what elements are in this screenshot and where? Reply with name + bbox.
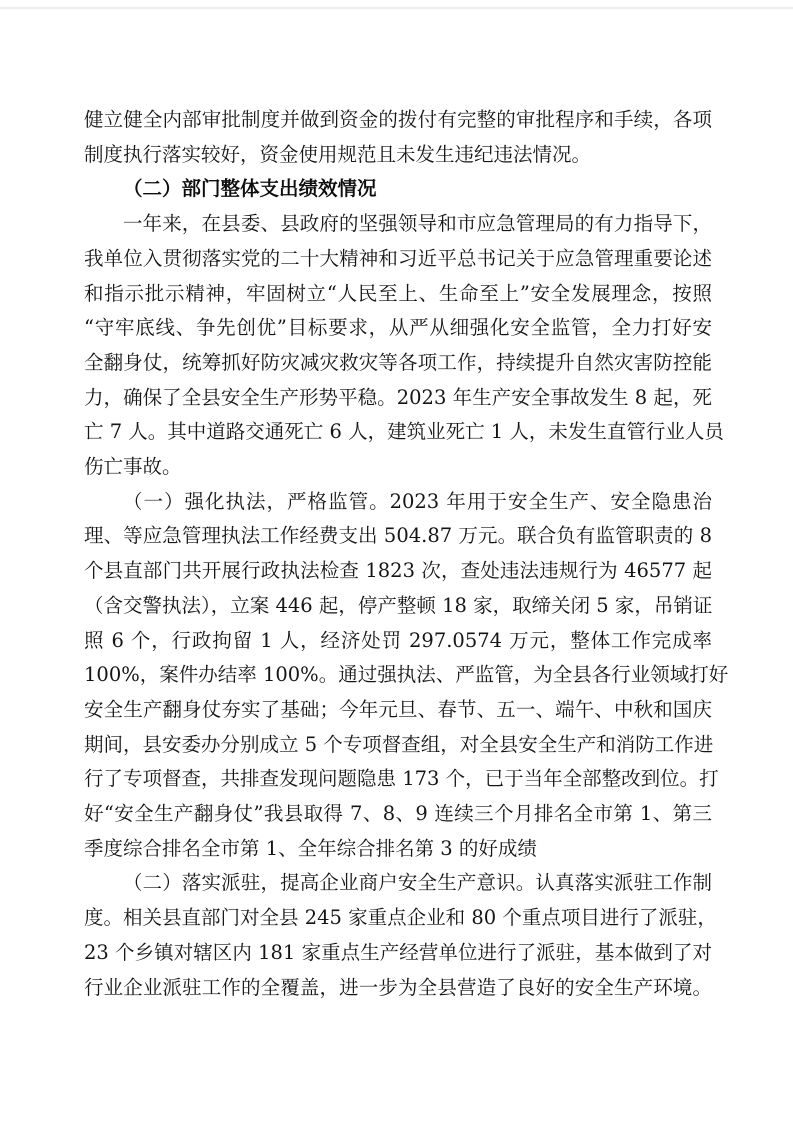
paragraph-dispatch-work	[84, 866, 717, 1005]
page-top-shadow	[0, 7, 793, 9]
paragraph-internal-controls	[84, 103, 712, 172]
text-line: 100%，案件办结率 100%。通过强执法、严监管，为全县各行业领域打好	[84, 663, 729, 687]
text-line: 行了专项督查，共排查发现问题隐患 173 个，已于当年全部整改到位。打	[84, 767, 719, 791]
text-line: 安全生产翻身仗夯实了基础；今年元旦、春节、五一、端午、中秋和国庆	[84, 697, 712, 721]
text-line: “守牢底线、争先创优”目标要求，从严从细强化安全监管，全力打好安	[84, 316, 712, 340]
text-line: 照 6 个，行政拘留 1 人，经济处罚 297.0574 万元，整体工作完成率	[84, 628, 712, 652]
text-line: 度。相关县直部门对全县 245 家重点企业和 80 个重点项目进行了派驻，	[84, 906, 717, 930]
text-line: 23 个乡镇对辖区内 181 家重点生产经营单位进行了派驻，基本做到了对	[84, 940, 712, 964]
text-line: 伤亡事故。	[84, 455, 182, 479]
text-line: 和指示批示精神，牢固树立“人民至上、生命至上”安全发展理念，按照	[84, 281, 712, 305]
text-line: 好“安全生产翻身仗”我县取得 7、8、9 连续三个月排名全市第 1、第三	[84, 802, 712, 826]
text-line: 期间，县安委办分别成立 5 个专项督查组，对全县安全生产和消防工作进	[84, 732, 714, 756]
text-line: （含交警执法），立案 446 起，停产整顿 18 家，取缔关闭 5 家，吊销证	[84, 593, 713, 617]
text-line: 季度综合排名全市第 1、全年综合排名第 3 的好成绩	[84, 836, 537, 860]
text-line: （二）部门整体支出绩效情况	[123, 177, 377, 201]
paragraph-enforcement-supervision	[84, 485, 729, 867]
text-line: 一年来，在县委、县政府的坚强领导和市应急管理局的有力指导下，	[123, 212, 712, 236]
text-line: 行业企业派驻工作的全覆盖，进一步为全县营造了良好的安全生产环境。	[84, 975, 712, 999]
text-line: 个县直部门共开展行政执法检查 1823 次，查处违法违规行为 46577 起	[84, 559, 712, 583]
text-line: （一）强化执法，严格监管。2023 年用于安全生产、安全隐患治	[123, 489, 712, 513]
text-line: 理、等应急管理执法工作经费支出 504.87 万元。联合负有监管职责的 8	[84, 524, 712, 548]
text-line: 力，确保了全县安全生产形势平稳。2023 年生产安全事故发生 8 起，死	[84, 385, 712, 409]
text-line: 全翻身仗，统筹抓好防灾减灾救灾等各项工作，持续提升自然灾害防控能	[84, 350, 712, 374]
text-line: （二）落实派驻，提高企业商户安全生产意识。认真落实派驻工作制	[123, 871, 712, 895]
text-line: 我单位入贯彻落实党的二十大精神和习近平总书记关于应急管理重要论述	[84, 246, 712, 270]
text-line: 亡 7 人。其中道路交通死亡 6 人，建筑业死亡 1 人，未发生直管行业人员	[84, 420, 724, 444]
heading-section-overall-expenditure	[84, 172, 712, 207]
text-line: 健立健全内部审批制度并做到资金的拨付有完整的审批程序和手续，各项	[84, 108, 712, 131]
text-line: 制度执行落实较好，资金使用规范且未发生违纪违法情况。	[84, 142, 592, 166]
paragraph-annual-overview	[84, 207, 724, 485]
page-content	[84, 103, 729, 1005]
